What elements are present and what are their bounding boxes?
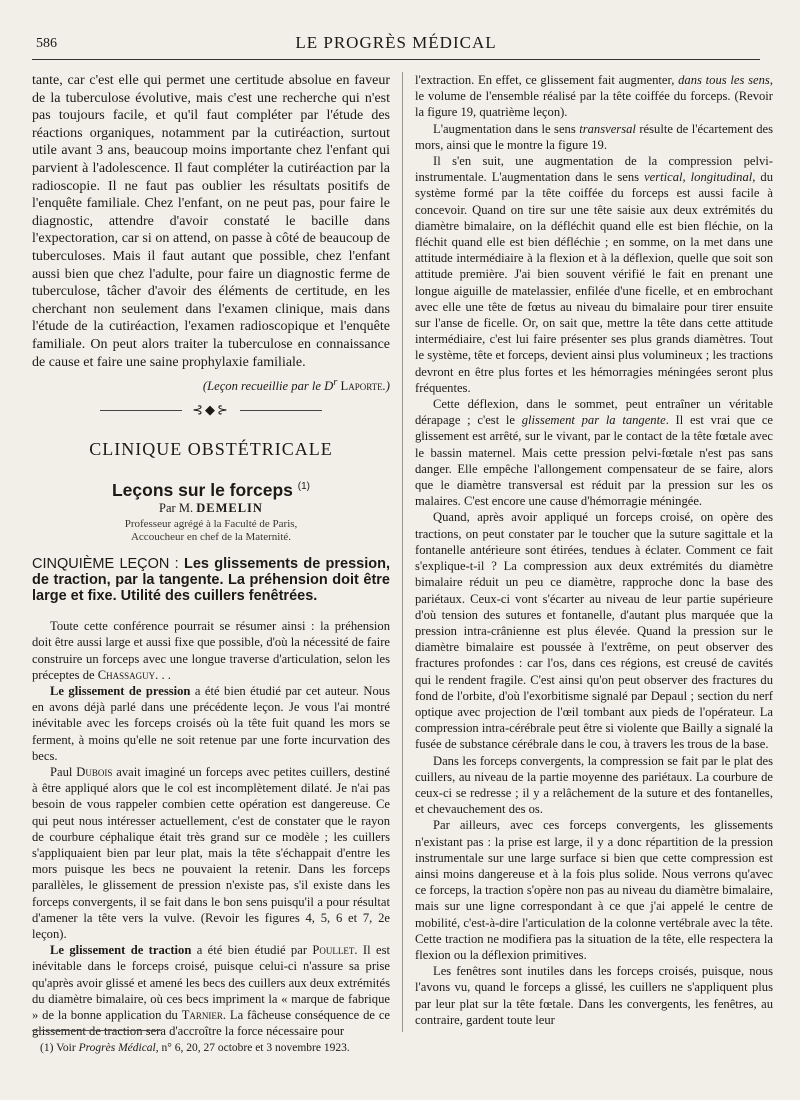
author-name: DEMELIN xyxy=(196,500,263,515)
body-paragraph: Toute cette conférence pourrait se résumer ainsi : la préhension doit être aussi large et aussi fixe que possible, d'où la nécessité de faire construire un forceps avec une longue traverse d'articulation, selon les préceptes de Chassaguy. . . xyxy=(32,619,390,682)
column-divider xyxy=(402,72,403,1032)
body-paragraph: Il s'en suit, une augmentation de la compression pelvi-instrumentale. L'augmentation dans le sens vertical, longitudinal, du système formé par la tête coiffée du forceps est aussi facile à concevoir. Quand on tire sur une tête saisie aux deux extrémités du diamètre bimalaire, on la défléchit quand elle est bien fléchie, on la fléchit quand elle est bien défléchie ; en somme, on la met dans une attitude intermédiaire à la flexion et à la déflexion, quelle que soit son attitude première. J'ai bien souvent vérifié le fait en prenant une longue aiguille de matelassier, enfilée d'une ficelle, et en embrochant avec elle une tête de fœtus au niveau du bimalaire pour tirer ensuite sur l'anse de ficelle. Or, on sait que, mettre la tête dans cette attitude intermédiaire, c'est lui faire présenter ses plus grands diamètres. Tout le système, tête et forceps, devient ainsi plus volumineux ; les tractions devront en être plus fortes et les hémorragies méningées seront plus fréquentes. xyxy=(415,154,773,395)
body-paragraph: Dans les forceps convergents, la compression se fait par le plat des cuillers, au niveau de la partie moyenne des pariétaux. La courbure de ceux-ci se redresse ; il y a relâchement de la suture et des fontanelles, et chevauchement des os. xyxy=(415,753,773,817)
section-title: CLINIQUE OBSTÉTRICALE xyxy=(89,438,333,459)
left-column xyxy=(32,72,390,1039)
body-paragraph: Le glissement de traction a été bien étudié par Poullet. Il est inévitable dans le forceps croisé, puisque celui-ci n'assure sa prise qu'après avoir glissé et amené les becs des cuillers aux deux extrémités du diamètre bimalaire, où ces becs impriment la « marque de fabrique » de la bonne application du Tarnier. La fâcheuse conséquence de ce glissement de traction sera d'accroître la force nécessaire pour xyxy=(32,943,390,1039)
body-paragraph: Les fenêtres sont inutiles dans les forceps croisés, puisque, nous l'avons vu, quand le forceps a glissé, les cuillers ne s'appliquent plus par leur plat sur la tête fœtale. Dans les convergents, les fenêtres, au contraire, gardent toute leur xyxy=(415,964,773,1027)
author-affiliation-2: Accoucheur en chef de la Maternité. xyxy=(130,531,292,544)
signature-name: Laporte xyxy=(340,379,383,394)
lesson-heading: CINQUIÈME LEÇON : Les glissements de pression, de traction, par la tangente. La préhension doit être large et fixe. Utilité des cuillers fenêtrées. xyxy=(32,556,391,605)
body-paragraph: Paul Dubois avait imaginé un forceps avec petites cuillers, destiné à être appliqué alors que le col est incomplètement dilaté. Je n'ai pas besoin de vous rappeler combien cette opération est dangereuse. Ce qui peut nous intéresser actuellement, c'est de constater que le rayon de courbure céphalique était très grand sur ce modèle ; les cuillers s'appliquaient bien par leur plat, mais la tête s'échappait d'entre les mors puisque les becs ne pouvaient la retenir. Dans les forceps parallèles, le glissement de pression n'existe pas, s'il existe dans les forceps convergents, il se fait dans le bon sens puisqu'il a pour résultat d'amener la tête vers la vulve. (Revoir les figures 4, 5, 6 et 7, 2e leçon). xyxy=(32,764,390,941)
page-number: 586 xyxy=(36,36,57,51)
ornament-icon: ⊰◆⊱ xyxy=(192,402,230,418)
header-rule xyxy=(32,59,760,60)
footnote-rule xyxy=(32,1030,162,1031)
ornament-divider xyxy=(32,402,390,418)
body-paragraph: l'extraction. En effet, ce glissement fait augmenter, dans tous les sens, le volume de l'ensemble réalisé par la tête coiffée du forceps. (Revoir la figure 19, quatrième leçon). xyxy=(415,73,773,120)
signature: (Leçon recueillie par le $D^r$ Laporte.) xyxy=(202,377,390,394)
page-header xyxy=(32,30,760,56)
author-affiliation-1: Professeur agrégé à la Faculté de Paris, xyxy=(124,518,298,531)
author-line: Par M. DEMELIN xyxy=(159,500,263,515)
body-paragraph: Cette déflexion, dans le sommet, peut entraîner un véritable dérapage ; c'est le glissement par la tangente. Il est vrai que ce glissement est arrêté, sur le vivant, par le contact de la tête fœtale avec le bassin maternel. Mais cette pression pelvi-fœtale n'est pas sans danger. Elle empêche l'allongement compensateur de se faire, alors que le diamètre transversal est réduit par la pression sur les os malaires. C'est encore une cause d'hémorragie méningée. xyxy=(415,397,774,509)
footnote-marker: (1) xyxy=(297,480,310,492)
right-column xyxy=(415,72,773,1028)
body-paragraph: L'augmentation dans le sens transversal résulte de l'écartement des mors, ainsi que le montre la figure 19. xyxy=(415,121,773,152)
body-paragraph: Quand, après avoir appliqué un forceps croisé, on opère des tractions, on peut constater par le toucher que la suture sagittale et la fontanelle antérieure sont étirées, tendues à éclater. Comment ce fait s'explique-t-il ? La compression aux deux extrémités du diamètre bimalaire réduit un peu ce diamètre, rapproche donc la base des pariétaux. Ceux-ci vont s'écarter au niveau de leur partie supérieure d'où tension des sutures et fontanelle, d'autant plus marquée que la pression intra-crânienne est plus élevée. Quand la pression sur le diamètre bimalaire est poussée à l'extrême, on peut observer des fractures profondes : car l'os, dans ces régions, est creusé de cavités qui le rendent fragile. C'est ainsi qu'on peut observer des fractures du fond de l'orbite, d'où l'exorbitisme signalé par Depaul ; section du nerf optique avec projection de l'œil tombant aux pieds de l'opérateur. La compression intra-cérébrale peut être si violente que Bailly a signalé la fusée de substance cérébrale dans le cou, à travers les trous de la base. xyxy=(415,510,773,752)
journal-title: LE PROGRÈS MÉDICAL xyxy=(295,33,497,52)
lecture-title: Leçons sur le forceps $^{(1)}$ xyxy=(111,479,310,500)
footnote: (1) Voir Progrès Médical, n° 6, 20, 27 octobre et 3 novembre 1923. xyxy=(40,1042,350,1054)
body-paragraph: Le glissement de pression a été bien étudié par cet auteur. Nous en avons déjà parlé dans une précédente leçon. Je vous l'ai montré inévitable avec les forceps croisés où la tête fuit quand les mors se ferment, à moins qu'elle ne soit retenue par une forte incurvation des becs. xyxy=(32,683,390,763)
continuation-paragraph: tante, car c'est elle qui permet une certitude absolue en faveur de la tuberculose évolutive, mais c'est une recherche qui n'est pas toujours facile, et qu'il faut compléter par l'étude des réactions organiques, notamment par la cutiréaction, surtout utile avant 3 ans, beaucoup moins importante chez l'enfant qui parvient à l'adolescence. Il faut compléter la cutiréaction par la radioscopie. Il ne faut pas oublier les résultats positifs de l'enquête familiale. Chez l'enfant, on ne peut pas, pour faire le diagnostic, attendre d'avoir constaté le bacille dans l'expectoration, car si on attend, on passe à côté de beaucoup de tuberculoses. Mais il faut autant que possible, chez l'enfant aussi bien que chez l'adulte, pour faire un diagnostic ferme de tuberculose, tâcher d'avoir des éléments de certitude, en les cherchant non seulement dans l'examen clinique, mais dans l'étude de la cutiréaction, l'examen radioscopique et l'enquête familiale. On peut alors traiter la tuberculose en connaissance de cause et faire une saine prophylaxie familiale. xyxy=(32,73,390,370)
body-paragraph: Par ailleurs, avec ces forceps convergents, les glissements n'existant pas : la prise est large, il y a donc répartition de la pression instrumentale sur une large surface si bien que cette compression est ainsi moins dangereuse et à la fois plus solide. Nous verrons qu'avec ce forceps, la traction s'opère non pas au niveau du diamètre bimalaire, mais sur une ligne correspondant à ce que j'ai appelé le centre de mobilité, c'est-à-dire l'articulation de la colonne vertébrale avec la tête. Cette traction ne modifiera pas la situation de la tête, elle respectera la flexion ou la déflexion primitives. xyxy=(415,818,773,962)
